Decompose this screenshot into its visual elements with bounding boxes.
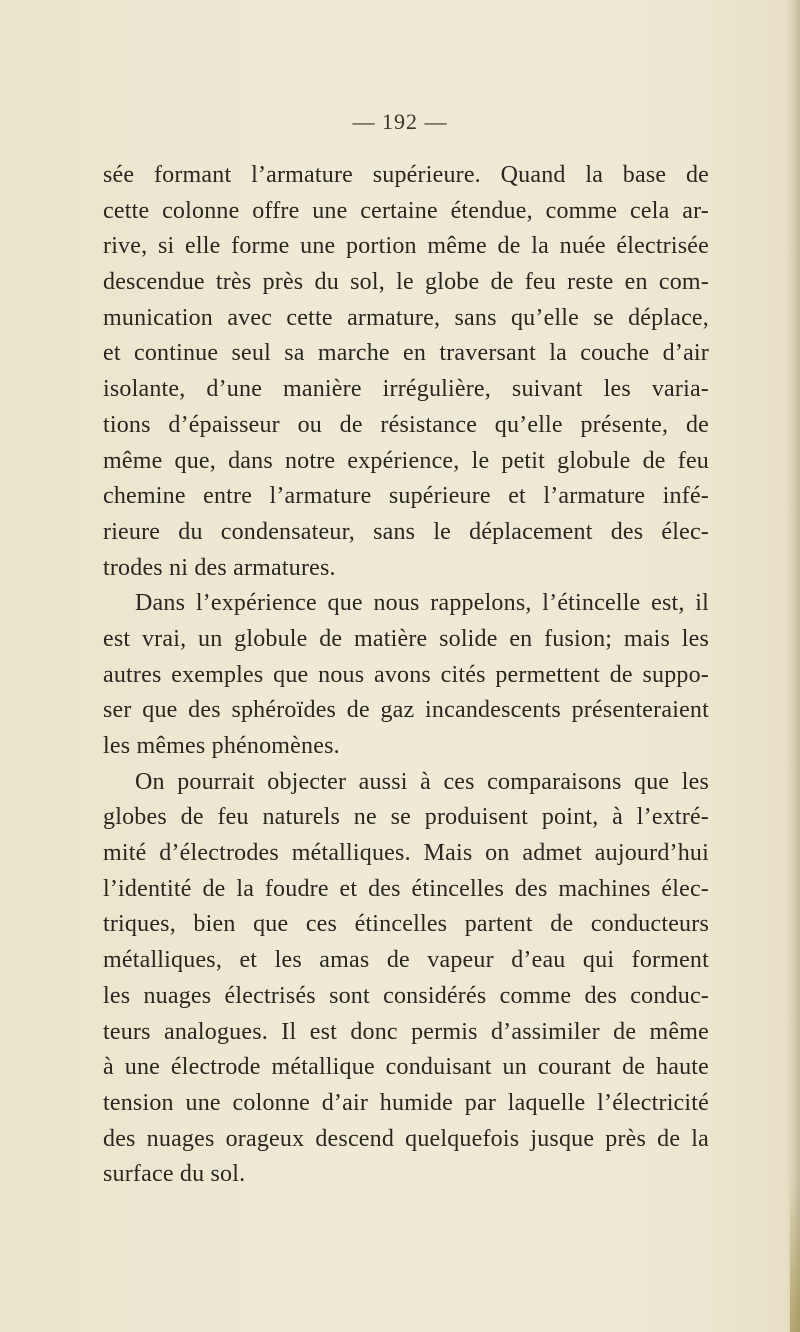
text-line: triques, bien que ces étincelles partent de conducteurs	[103, 911, 709, 938]
text-line: les mêmes phénomènes.	[103, 733, 340, 759]
text-line: métalliques, et les amas de vapeur d’eau qui forment	[103, 947, 709, 974]
text-line: tension une colonne d’air humide par laquelle l’électricité	[103, 1089, 709, 1116]
page-edge-shadow	[786, 0, 800, 1332]
text-line: l’identité de la foudre et des étincelles des machines élec-	[103, 875, 709, 902]
text-line: surface du sol.	[103, 1161, 246, 1188]
body-text	[103, 158, 709, 1193]
text-line: rieure du condensateur, sans le déplacement des élec-	[103, 518, 709, 545]
text-line: et continue seul sa marche en traversant la couche d’air	[103, 340, 709, 367]
text-line: On pourrait objecter aussi à ces comparaisons que les	[135, 768, 709, 795]
text-line: ser que des sphéroïdes de gaz incandescents présenteraient	[103, 697, 709, 724]
text-line: teurs analogues. Il est donc permis d’assimiler de même	[103, 1018, 709, 1045]
text-line: isolante, d’une manière irrégulière, suivant les varia-	[103, 376, 709, 403]
text-line: sée formant l’armature supérieure. Quand la base de	[103, 162, 709, 188]
text-line: les nuages électrisés sont considérés comme des conduc-	[103, 982, 709, 1009]
page-edge-stain	[790, 1180, 800, 1332]
text-line: chemine entre l’armature supérieure et l’armature infé-	[103, 483, 709, 510]
text-line: Dans l’expérience que nous rappelons, l’étincelle est, il	[135, 590, 709, 617]
text-line: descendue très près du sol, le globe de feu reste en com-	[103, 269, 709, 296]
text-line: des nuages orageux descend quelquefois jusque près de la	[103, 1125, 709, 1152]
text-line: tions d’épaisseur ou de résistance qu’elle présente, de	[103, 411, 709, 438]
text-line: rive, si elle forme une portion même de la nuée électrisée	[103, 233, 709, 260]
text-line: globes de feu naturels ne se produisent point, à l’extré-	[103, 804, 709, 831]
page-number: — 192 —	[352, 109, 448, 134]
text-line: trodes ni des armatures.	[103, 554, 336, 581]
text-line: mité d’électrodes métalliques. Mais on admet aujourd’hui	[103, 840, 709, 867]
text-line: même que, dans notre expérience, le petit globule de feu	[103, 447, 709, 474]
text-line: est vrai, un globule de matière solide en fusion; mais les	[103, 625, 709, 652]
text-line: autres exemples que nous avons cités permettent de suppo-	[103, 661, 709, 688]
text-line: munication avec cette armature, sans qu’elle se déplace,	[103, 304, 709, 331]
text-line: cette colonne offre une certaine étendue, comme cela ar-	[103, 197, 709, 224]
text-line: à une électrode métallique conduisant un courant de haute	[103, 1054, 709, 1081]
